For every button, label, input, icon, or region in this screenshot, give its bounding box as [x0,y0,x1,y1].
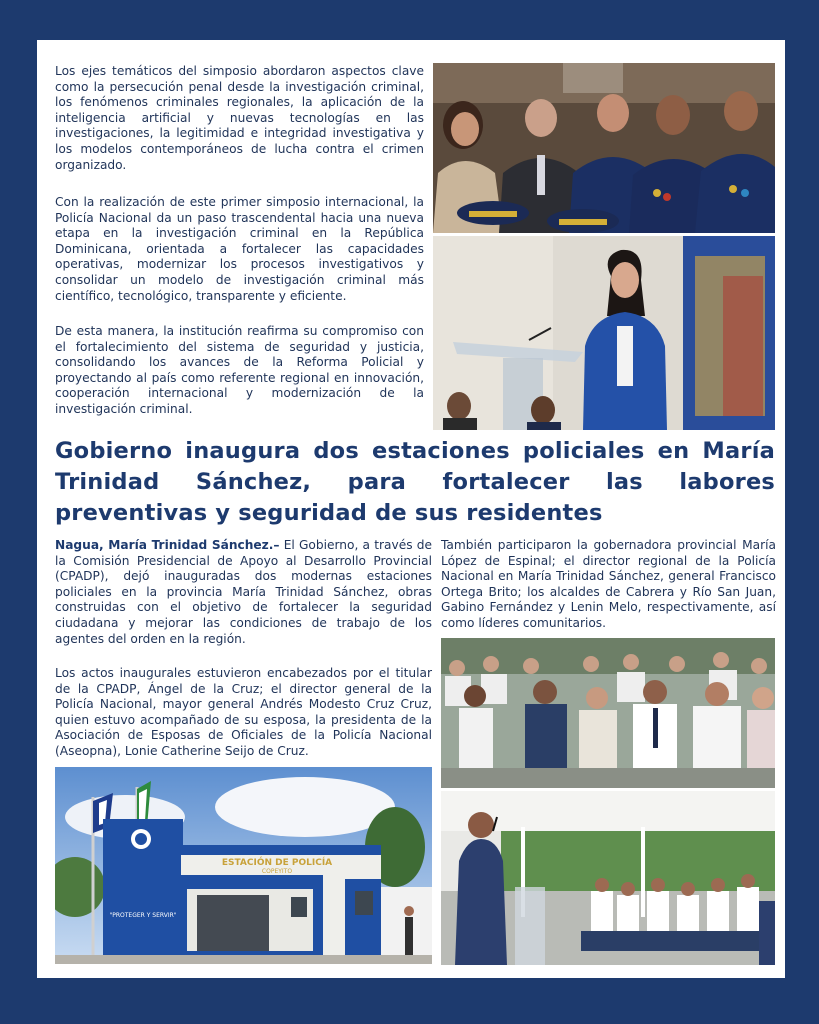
intro-paragraph-1: Los ejes temáticos del simposio abordaron aspectos clave como la persecución penal desde la investigación criminal, los fenómenos criminales regionales, la aplicación de la inteligencia artificial y nuevas tecnologías en las investigaciones, la legitimidad e integridad investigativa y los modelos contemporáneos de lucha contra el crimen organizado. [55,64,424,172]
article-headline: Gobierno inaugura dos estaciones policiales en María Trinidad Sánchez, para fortalecer las labores preventivas y seguridad de sus residentes [55,438,775,526]
article-paragraph-1 [55,538,432,647]
station-sign-sub: COPEYITO [261,868,293,875]
article-paragraph-2: Los actos inaugurales estuvieron encabezados por el titular de la CPADP, Ángel de la Cruz; el director general de la Policía Nacional, mayor general Andrés Modesto Cruz Cruz, quien estuvo acompañado de su esposa, la presidenta de la Asociación de Esposas de Oficiales de la Policía Nacional (Aseopna), Lonie Catherine Seijo de Cruz. [55,666,432,758]
intro-paragraph-2: Con la realización de este primer simposio internacional, la Policía Nacional da un paso trascendental hacia una nueva etapa en la investigación criminal en la República Dominicana, orientada a fortalecer las capacidades operativas, modernizar los procesos investigativos y consolidar un modelo de investigación criminal más científico, tecnológico, transparente y eficiente. [55,195,424,303]
photo-officers-audience [433,63,775,233]
photo-police-station [55,767,432,964]
photo-speaker-podium [433,236,775,430]
article-paragraph-3: También participaron la gobernadora provincial María López de Espinal; el director regional de la Policía Nacional en María Trinidad Sánchez, general Francisco Ortega Brito; los alcaldes de Cabrera y Río San Juan, Gabino Fernández y Lenin Melo, respectivamente, así como líderes comunitarios. [441,538,776,630]
photo-seated-audience [441,638,775,788]
article-dateline: Nagua, María Trinidad Sánchez.– [55,538,280,552]
article-paragraph-1-text: El Gobierno, a través de la Comisión Presidencial de Apoyo al Desarrollo Provincial (CPADP), dejó inauguradas dos modernas estaciones policiales en la provincia María Trinidad Sánchez, obras construidas con el objetivo de fortalecer la seguridad ciudadana y mejorar las condiciones de trabajo de los agentes del orden en la región. [55,538,432,646]
content-panel [37,40,785,978]
station-sign-text: ESTACIÓN DE POLICÍA [221,858,333,868]
intro-paragraph-3: De esta manera, la institución reafirma su compromiso con el fortalecimiento del sistema de seguridad y justicia, consolidando los avances de la Reforma Policial y proyectando al país como referente regional en innovación, cooperación internacional y modernización de la investigación criminal. [55,324,424,416]
station-motto: "PROTEGER Y SERVIR" [109,912,177,919]
photo-officer-speaking-outdoors [441,791,775,965]
